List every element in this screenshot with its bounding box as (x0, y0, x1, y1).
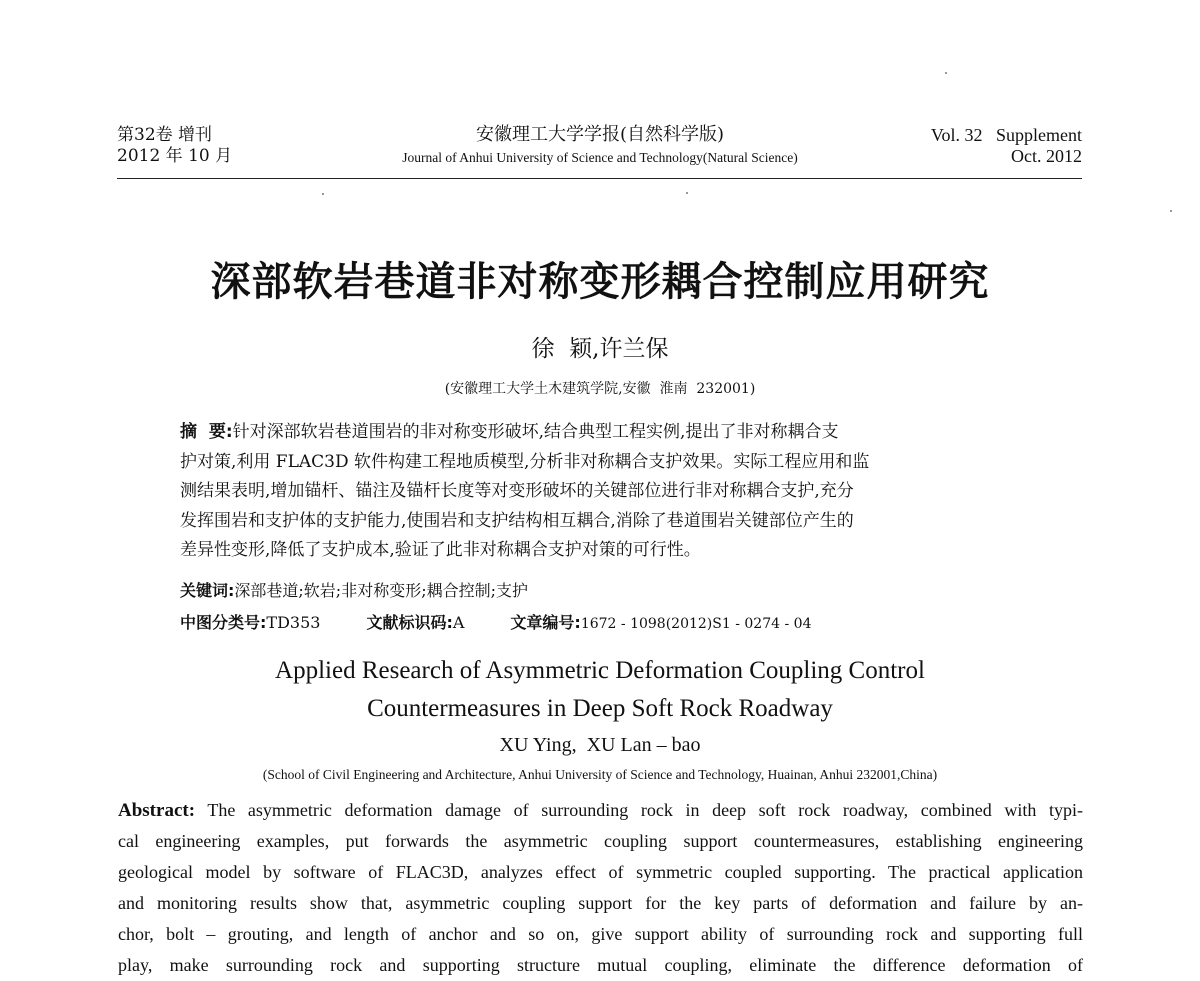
clc-value: TD353 (266, 613, 321, 632)
abstract-cn (180, 418, 1030, 566)
abstract-cn-line: 护对策,利用 FLAC3D 软件构建工程地质模型,分析非对称耦合支护效果。实际工程应用和监 (180, 451, 870, 472)
classification-line (180, 610, 811, 633)
journal-title-en: Journal of Anhui University of Science and Technology(Natural Science) (402, 150, 798, 165)
header-rule (117, 178, 1082, 179)
authors-en: XU Ying, XU Lan – bao (499, 734, 701, 756)
paper-title-en-line1: Applied Research of Asymmetric Deformation Coupling Control (275, 657, 925, 684)
journal-title-cn: 安徽理工大学学报(自然科学版) (475, 124, 725, 145)
date-cn: 2012 年 10 月 (117, 146, 233, 166)
abstract-cn-line: 差异性变形,降低了支护成本,验证了此非对称耦合支护对策的可行性。 (180, 540, 701, 560)
volume-issue-cn: 第32卷 增刊 (117, 125, 213, 145)
volume-issue-en: Vol. 32 Supplement (930, 125, 1082, 145)
keywords-cn (180, 578, 528, 601)
abstract-en-line: and monitoring results show that, asymmetric coupling support for the key parts of deformation and failure by an- (118, 893, 1083, 913)
article-number-value: 1672 - 1098(2012)S1 - 0274 - 04 (580, 616, 812, 632)
abstract-en-line: play, make surrounding rock and supporting structure mutual coupling, eliminate the difference deformation of (118, 955, 1083, 975)
abstract-en-line: chor, bolt – grouting, and length of anchor and so on, give support ability of surrounding rock and supporting full (118, 924, 1083, 944)
paper-title-cn: 深部软岩巷道非对称变形耦合控制应用研究 (210, 258, 990, 305)
abstract-en-line: geological model by software of FLAC3D, analyzes effect of symmetric coupled supporting. The practical application (118, 862, 1083, 882)
abstract-cn-text: 针对深部软岩巷道围岩的非对称变形破坏,结合典型工程实例,提出了非对称耦合支 (232, 422, 839, 442)
abstract-en (118, 795, 1083, 981)
abstract-en-label: Abstract: (118, 800, 196, 821)
paper-title-en-line2: Countermeasures in Deep Soft Rock Roadway (367, 695, 833, 722)
abstract-en-text: The asymmetric deformation damage of surrounding rock in deep soft rock roadway, combined with typi- (195, 800, 1083, 820)
doc-code-label: 文献标识码: (366, 613, 453, 632)
keywords-cn-text: 深部巷道;软岩;非对称变形;耦合控制;支护 (234, 581, 528, 600)
abstract-cn-line: 测结果表明,增加锚杆、锚注及锚杆长度等对变形破坏的关键部位进行非对称耦合支护,充分 (180, 481, 854, 501)
scan-speck (686, 192, 688, 194)
abstract-cn-label: 摘 要: (180, 422, 233, 442)
authors-cn: 徐 颖,许兰保 (531, 336, 669, 362)
keywords-cn-label: 关键词: (180, 581, 235, 600)
clc-label: 中图分类号: (180, 613, 267, 632)
affiliation-en: (School of Civil Engineering and Architecture, Anhui University of Science and Technology, Huainan, Anhui 232001,China) (262, 767, 938, 782)
abstract-cn-line: 发挥围岩和支护体的支护能力,使围岩和支护结构相互耦合,消除了巷道围岩关键部位产生的 (180, 510, 854, 531)
abstract-en-line (118, 795, 1083, 826)
article-number-label: 文章编号: (510, 613, 581, 632)
affiliation-cn: (安徽理工大学土木建筑学院,安徽 淮南 232001) (444, 381, 756, 397)
abstract-en-line: cal engineering examples, put forwards the asymmetric coupling support countermeasures, establishing engineering (118, 831, 1083, 851)
doc-code-value: A (452, 613, 465, 632)
abstract-cn-line (180, 418, 1030, 448)
scan-speck (945, 72, 947, 74)
scan-speck (322, 193, 324, 195)
date-en: Oct. 2012 (1011, 146, 1082, 166)
scan-speck (1170, 210, 1172, 212)
